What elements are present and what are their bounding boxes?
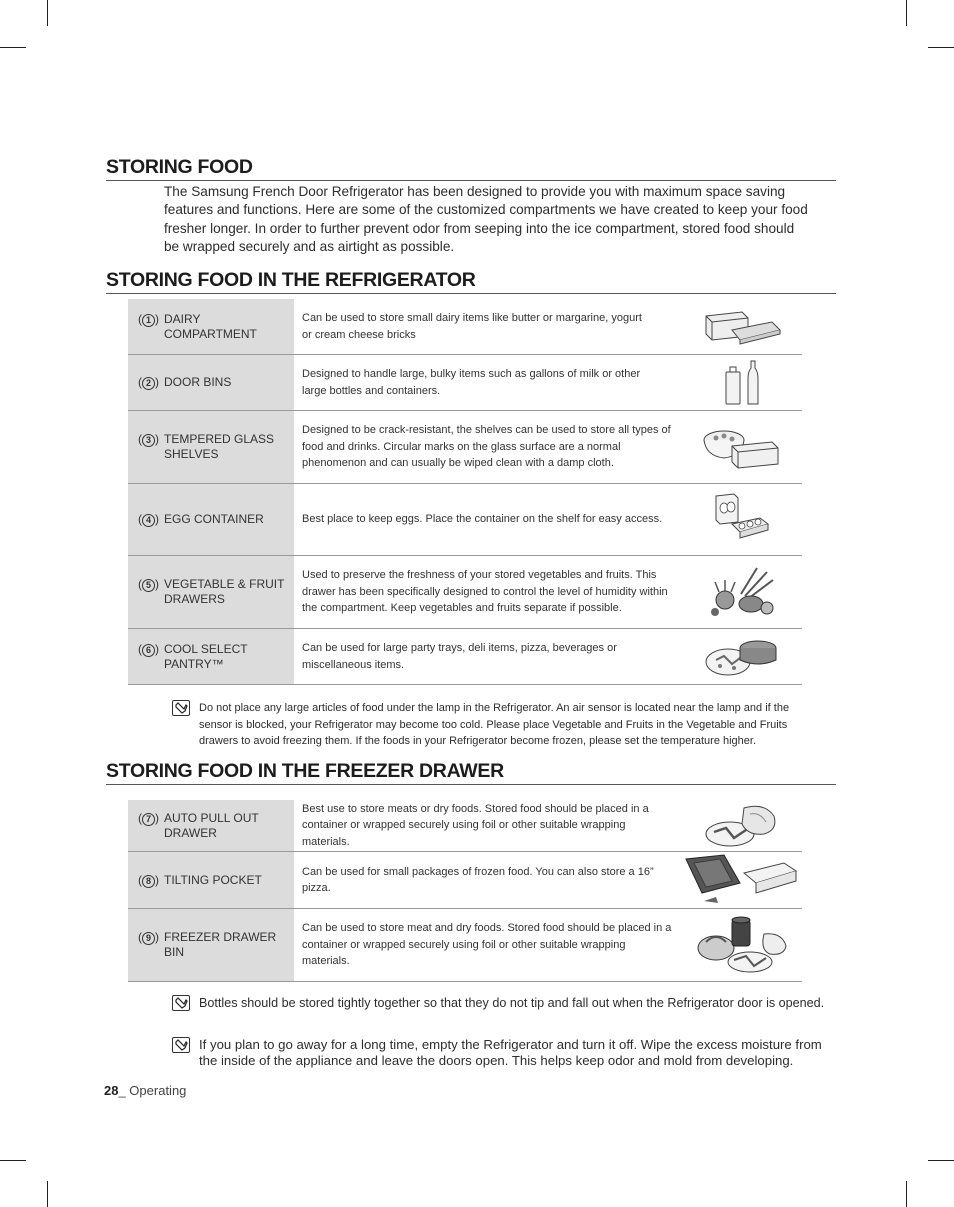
number-badge: 7	[142, 813, 155, 826]
wrapped-meat-icon	[682, 800, 802, 851]
compartment-name: TILTING POCKET	[164, 872, 262, 887]
page-number: 28	[104, 1083, 119, 1098]
row-description: Can be used for large party trays, deli items, pizza, beverages or miscellaneous items.	[302, 642, 617, 671]
compartment-name: AUTO PULL OUT DRAWER	[164, 810, 259, 840]
row-label: ( 4 ) EGG CONTAINER	[128, 484, 294, 555]
crop-mark	[928, 1160, 954, 1161]
note-text: If you plan to go away for a long time, empty the Refrigerator and turn it off. Wipe the excess moisture from the inside of the appliance and leave the doors open. This helps keep odor and mold from developing.	[199, 1037, 822, 1068]
row-label: ( 7 ) AUTO PULL OUT DRAWER	[128, 800, 294, 851]
caution-note	[172, 700, 824, 750]
caution-note	[172, 995, 832, 1011]
table-row	[128, 800, 802, 852]
row-label: ( 3 ) TEMPERED GLASS SHELVES	[128, 411, 294, 483]
note-icon	[172, 700, 190, 716]
compartment-name: FREEZER DRAWER BIN	[164, 930, 277, 959]
row-label: ( 5 ) VEGETABLE & FRUIT DRAWERS	[128, 556, 294, 628]
compartment-name: DOOR BINS	[164, 375, 232, 389]
row-label: ( 1 ) DAIRY COMPARTMENT	[128, 299, 294, 354]
note-icon	[172, 995, 190, 1011]
row-description: Designed to be crack-resistant, the shelves can be used to store all types of food and drinks. Circular marks on the glass surface are a normal phenomenon and can usually be wiped clean with a damp cloth.	[302, 424, 671, 470]
compartment-name: TEMPERED GLASS SHELVES	[164, 432, 275, 461]
table-row	[128, 411, 802, 484]
table-row	[128, 355, 802, 411]
caution-note	[172, 1037, 834, 1068]
crop-mark	[47, 1181, 48, 1207]
section-freezer	[106, 760, 836, 785]
section-refrigerator	[106, 269, 836, 294]
crop-mark	[928, 47, 954, 48]
number-badge: 5	[142, 579, 155, 592]
row-label: ( 9 ) FREEZER DRAWER BIN	[128, 909, 294, 981]
number-badge: 2	[142, 377, 155, 390]
table-row	[128, 299, 802, 355]
intro-paragraph: The Samsung French Door Refrigerator has been designed to provide you with maximum space saving features and functions. Here are some of the customized compartments we have created to keep your food fresher longer. In order to further prevent odor from seeping into the ice compartment, stored food should be wrapped securely and as airtight as possible.	[164, 184, 808, 254]
number-badge: 4	[142, 514, 155, 527]
bottles-icon	[682, 355, 802, 410]
compartment-name: EGG CONTAINER	[164, 512, 264, 526]
section-title: STORING FOOD	[106, 156, 836, 181]
section-title: STORING FOOD IN THE FREEZER DRAWER	[106, 760, 836, 785]
compartment-name: COOL SELECT PANTRY™	[164, 641, 248, 671]
row-description: Best use to store meats or dry foods. Stored food should be placed in a container or wrapped securely using foil or other suitable wrapping materials.	[302, 802, 649, 848]
table-row	[128, 852, 802, 909]
footer-section: _ Operating	[118, 1083, 187, 1098]
freezer-table	[128, 800, 802, 982]
number-badge: 3	[142, 434, 155, 447]
crop-mark	[906, 1181, 907, 1207]
table-row	[128, 556, 802, 629]
crop-mark	[0, 1160, 26, 1161]
bowl-and-container-icon	[682, 411, 802, 483]
number-badge: 1	[142, 314, 155, 327]
row-description: Designed to handle large, bulky items such as gallons of milk or other large bottles and containers.	[302, 368, 641, 397]
page-footer	[104, 1083, 186, 1098]
crop-mark	[47, 0, 48, 26]
number-badge: 8	[142, 875, 155, 888]
row-label: ( 8 ) TILTING POCKET	[128, 852, 294, 908]
row-description: Can be used for small packages of frozen food. You can also store a 16” pizza.	[302, 865, 654, 894]
section-title: STORING FOOD IN THE REFRIGERATOR	[106, 269, 836, 294]
table-row	[128, 909, 802, 982]
table-row	[128, 484, 802, 556]
note-text: Bottles should be stored tightly together so that they do not tip and fall out when the Refrigerator door is opened.	[199, 996, 825, 1010]
table-row	[128, 629, 802, 685]
number-badge: 6	[142, 644, 155, 657]
row-description: Can be used to store small dairy items like butter or margarine, yogurt or cream cheese bricks	[302, 312, 642, 341]
row-label: ( 6 ) COOL SELECT PANTRY™	[128, 629, 294, 684]
section-storing-food	[106, 156, 836, 181]
crop-mark	[906, 0, 907, 26]
compartment-name: DAIRY COMPARTMENT	[164, 311, 257, 341]
egg-container-icon	[682, 484, 802, 555]
note-text: Do not place any large articles of food under the lamp in the Refrigerator. An air sensor is located near the lamp and if the sensor is blocked, your Refrigerator may become too cold. Please place Vegetable and Fruits in the Vegetable and Fruits drawers to avoid freezing them. If the foods in your Refrigerator become frozen, please set the temperature higher.	[199, 702, 790, 747]
butter-dish-icon	[682, 299, 802, 354]
compartment-name: VEGETABLE & FRUIT DRAWERS	[164, 577, 285, 606]
row-description: Can be used to store meat and dry foods. Stored food should be placed in a container or wrapped securely using foil or other suitable wrapping materials.	[302, 922, 672, 968]
row-label: ( 2 ) DOOR BINS	[128, 355, 294, 410]
party-tray-icon	[682, 629, 802, 684]
number-badge: 9	[142, 932, 155, 945]
crop-mark	[0, 47, 26, 48]
vegetables-icon	[682, 556, 802, 628]
pizza-box-icon	[682, 852, 802, 908]
note-icon	[172, 1037, 190, 1053]
row-description: Best place to keep eggs. Place the container on the shelf for easy access.	[302, 513, 663, 526]
row-description: Used to preserve the freshness of your stored vegetables and fruits. This drawer has been specifically designed to control the level of humidity within the compartment. Keep vegetables and fruits separate if possible.	[302, 569, 668, 615]
refrigerator-table	[128, 299, 802, 685]
frozen-foods-icon	[682, 909, 802, 981]
